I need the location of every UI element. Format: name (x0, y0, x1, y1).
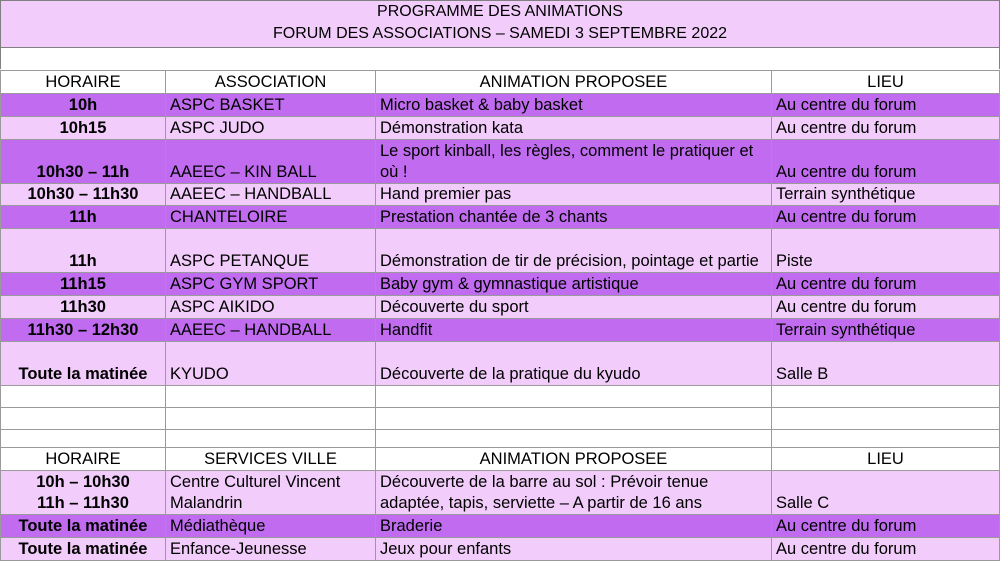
cell-animation: Handfit (376, 319, 772, 342)
cell-time: 10h30 – 11h (1, 140, 166, 184)
table-row (1, 342, 1000, 386)
cell-lieu: Terrain synthétique (772, 184, 1000, 206)
cell-service: Enfance-Jeunesse (166, 538, 376, 561)
cell-association: KYUDO (166, 342, 376, 386)
cell-animation: Micro basket & baby basket (376, 94, 772, 117)
table-row (1, 94, 1000, 117)
header-horaire: HORAIRE (1, 71, 166, 94)
cell-lieu: Salle B (772, 342, 1000, 386)
cell-animation: Prestation chantée de 3 chants (376, 206, 772, 229)
table-row (1, 319, 1000, 342)
cell-association: AAEEC – HANDBALL (166, 184, 376, 206)
table-row (1, 184, 1000, 206)
cell-animation: Découverte de la pratique du kyudo (376, 342, 772, 386)
cell-time: Toute la matinée (1, 342, 166, 386)
header-lieu: LIEU (772, 448, 1000, 471)
cell-time: 10h30 – 11h30 (1, 184, 166, 206)
cell-time: 11h (1, 206, 166, 229)
cell-lieu: Terrain synthétique (772, 319, 1000, 342)
cell-lieu: Au centre du forum (772, 117, 1000, 140)
table-row (1, 273, 1000, 296)
header-animation: ANIMATION PROPOSEE (376, 448, 772, 471)
cell-animation: Démonstration kata (376, 117, 772, 140)
table-row (1, 538, 1000, 561)
cell-time: Toute la matinée (1, 515, 166, 538)
cell-time: 11h15 (1, 273, 166, 296)
blank-row (1, 430, 1000, 448)
cell-animation: Découverte de la barre au sol : Prévoir tenue adaptée, tapis, serviette – A partir de 16 ans (376, 471, 772, 515)
cell-association: ASPC BASKET (166, 94, 376, 117)
table-row (1, 229, 1000, 273)
table-row (1, 140, 1000, 184)
table-row (1, 206, 1000, 229)
cell-animation: Baby gym & gymnastique artistique (376, 273, 772, 296)
cell-service: Médiathèque (166, 515, 376, 538)
title-line-2: FORUM DES ASSOCIATIONS – SAMEDI 3 SEPTEMBRE 2022 (272, 25, 728, 42)
cell-association: ASPC GYM SPORT (166, 273, 376, 296)
associations-table (0, 70, 1000, 561)
cell-time: Toute la matinée (1, 538, 166, 561)
cell-lieu: Salle C (772, 471, 1000, 515)
cell-time (1, 471, 166, 515)
cell-time-line-1: 10h – 10h30 (36, 473, 130, 491)
blank-row (1, 408, 1000, 430)
cell-lieu: Au centre du forum (772, 94, 1000, 117)
cell-lieu: Au centre du forum (772, 273, 1000, 296)
table-header-row (1, 448, 1000, 471)
spacer-row (0, 47, 1000, 69)
cell-animation: Découverte du sport (376, 296, 772, 319)
cell-animation: Jeux pour enfants (376, 538, 772, 561)
cell-association: AAEEC – HANDBALL (166, 319, 376, 342)
cell-animation: Hand premier pas (376, 184, 772, 206)
cell-lieu: Au centre du forum (772, 296, 1000, 319)
cell-time: 11h (1, 229, 166, 273)
cell-time: 10h (1, 94, 166, 117)
cell-service: Centre Culturel Vincent Malandrin (166, 471, 376, 515)
header-lieu: LIEU (772, 71, 1000, 94)
cell-time: 10h15 (1, 117, 166, 140)
blank-row (1, 386, 1000, 408)
cell-lieu: Au centre du forum (772, 515, 1000, 538)
cell-lieu: Au centre du forum (772, 538, 1000, 561)
cell-time: 11h30 (1, 296, 166, 319)
cell-association: ASPC AIKIDO (166, 296, 376, 319)
cell-time: 11h30 – 12h30 (1, 319, 166, 342)
cell-lieu: Au centre du forum (772, 206, 1000, 229)
table-row (1, 117, 1000, 140)
cell-animation: Braderie (376, 515, 772, 538)
table-row (1, 296, 1000, 319)
cell-lieu: Au centre du forum (772, 140, 1000, 184)
cell-association: ASPC PETANQUE (166, 229, 376, 273)
title-line-1: PROGRAMME DES ANIMATIONS (377, 3, 623, 20)
cell-animation: Démonstration de tir de précision, pointage et partie (376, 229, 772, 273)
cell-time-line-2: 11h – 11h30 (37, 494, 129, 512)
table-header-row (1, 71, 1000, 94)
header-horaire: HORAIRE (1, 448, 166, 471)
page-title (0, 0, 1000, 48)
header-animation: ANIMATION PROPOSEE (376, 71, 772, 94)
cell-lieu: Piste (772, 229, 1000, 273)
header-services-ville: SERVICES VILLE (166, 448, 376, 471)
cell-association: ASPC JUDO (166, 117, 376, 140)
cell-animation: Le sport kinball, les règles, comment le pratiquer et où ! (376, 140, 772, 184)
table-row (1, 515, 1000, 538)
table-row (1, 471, 1000, 515)
cell-association: AAEEC – KIN BALL (166, 140, 376, 184)
header-association: ASSOCIATION (166, 71, 376, 94)
cell-association: CHANTELOIRE (166, 206, 376, 229)
